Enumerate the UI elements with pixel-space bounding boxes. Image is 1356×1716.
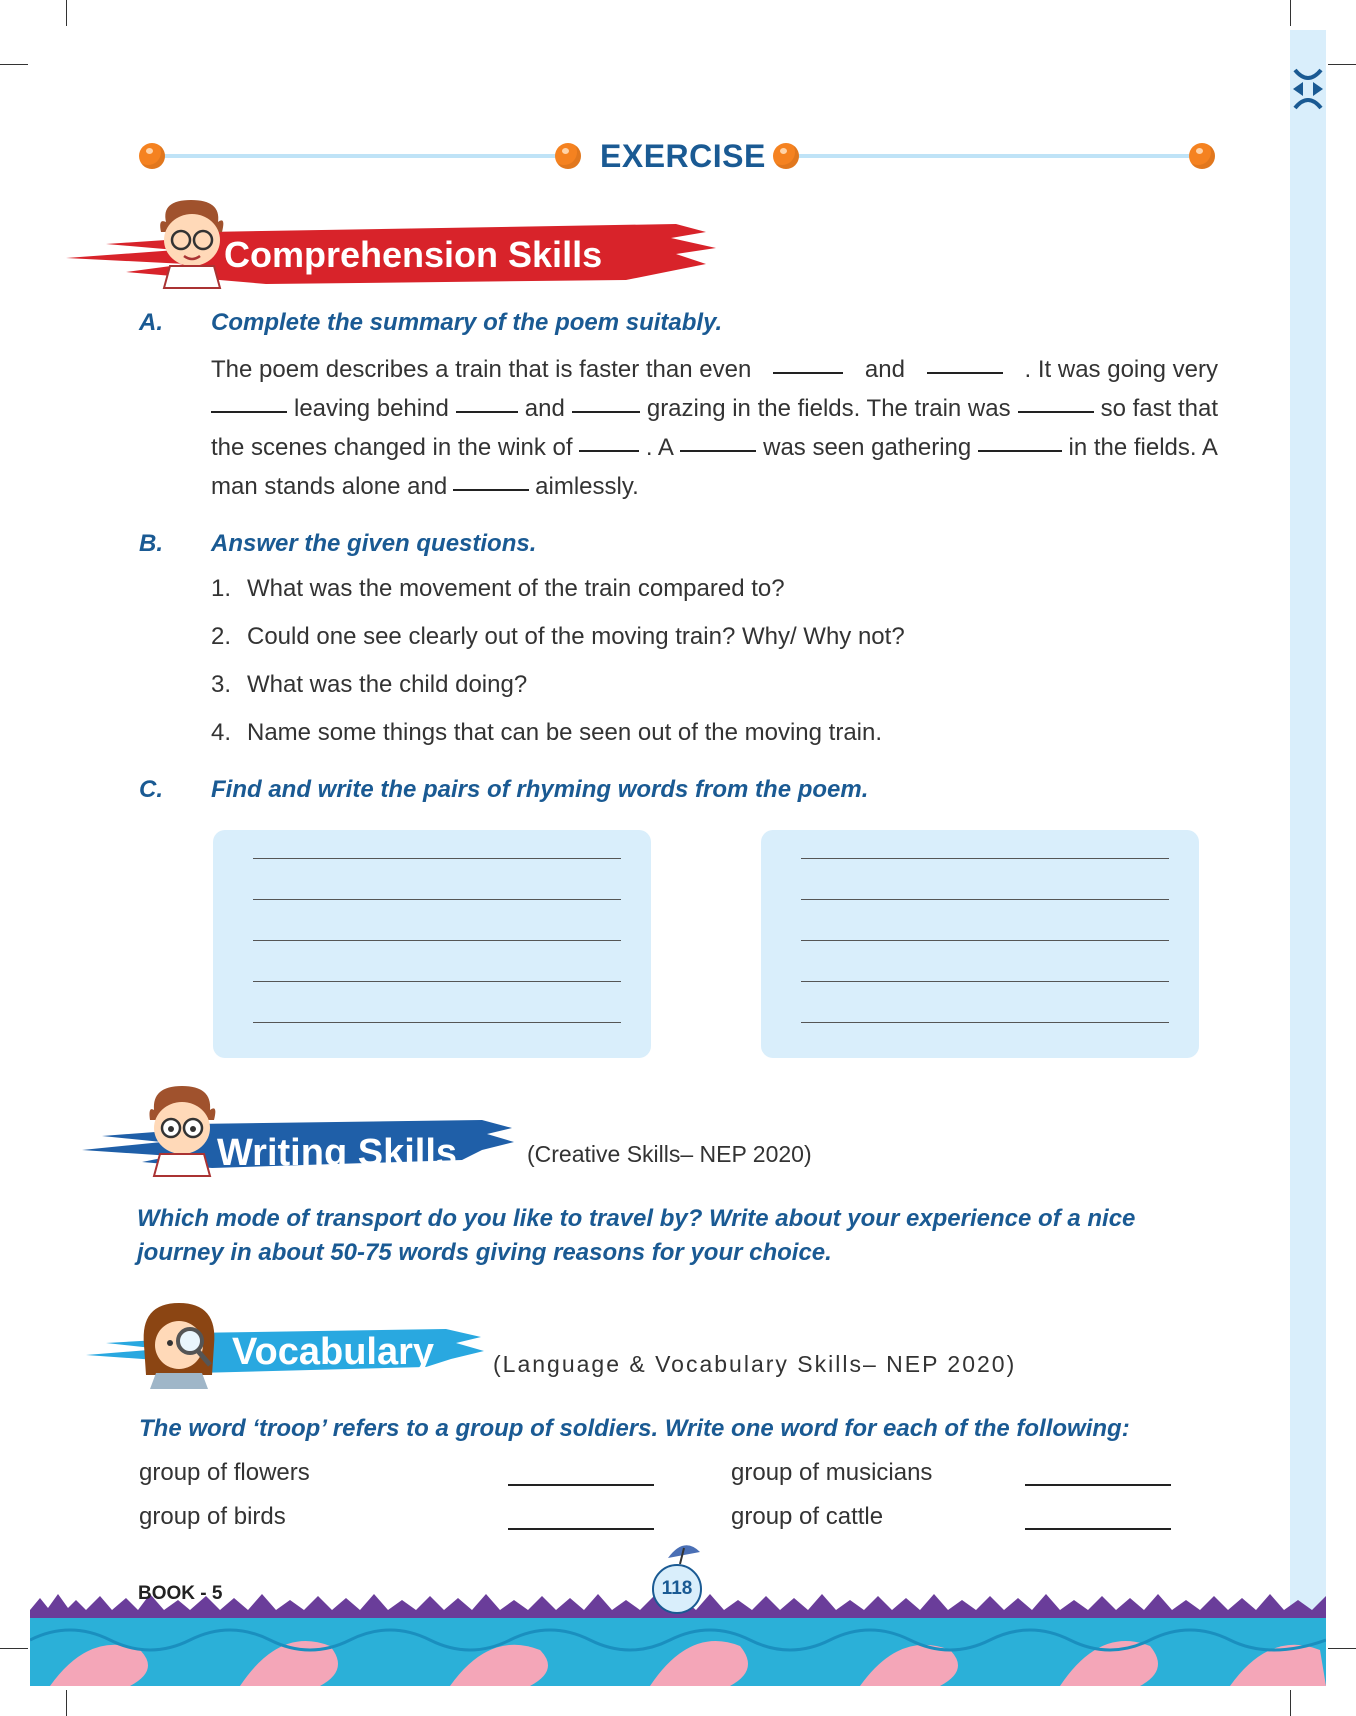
fill-blank[interactable] (456, 389, 518, 413)
writing-note: (Creative Skills– NEP 2020) (527, 1141, 812, 1167)
question-number: 4. (211, 719, 232, 746)
fill-blank[interactable] (579, 428, 639, 452)
summary-line (211, 389, 1218, 428)
section-c-label: C. (139, 776, 163, 803)
vocabulary-prompt: The word ‘troop’ refers to a group of soldiers. Write one word for each of the following: (139, 1415, 1130, 1442)
vocab-item: group of flowers (139, 1459, 310, 1486)
page-side-strip (1290, 30, 1326, 1685)
vocabulary-banner (86, 1295, 486, 1395)
question-number: 1. (211, 575, 232, 602)
vocabulary-title: Vocabulary (232, 1331, 435, 1373)
crop-mark (66, 0, 67, 26)
vocab-item: group of musicians (731, 1459, 933, 1486)
question-text: What was the movement of the train compared to? (247, 575, 785, 602)
question-item (211, 670, 905, 718)
exercise-title: EXERCISE (600, 138, 766, 174)
crop-mark (1290, 1690, 1291, 1716)
summary-text: in the fields. A (1068, 434, 1218, 461)
crop-mark (1328, 1648, 1356, 1649)
question-item (211, 574, 905, 622)
crop-mark (66, 1690, 67, 1716)
summary-paragraph (211, 350, 1218, 506)
question-list (211, 574, 905, 766)
summary-line (211, 467, 1218, 506)
exercise-rule-right (795, 154, 1205, 158)
summary-text: grazing in the fields. The train was (646, 395, 1011, 422)
orange-dot-icon (1189, 143, 1215, 169)
girl-with-magnifier-icon (134, 1295, 224, 1390)
summary-text: . It was going very (1024, 356, 1218, 383)
orange-dot-icon (773, 143, 799, 169)
fill-blank[interactable] (773, 350, 843, 374)
summary-text: aimlessly. (535, 473, 639, 500)
question-number: 3. (211, 671, 232, 698)
answer-line (253, 858, 621, 859)
summary-text: . A (645, 434, 674, 461)
book-label: BOOK - 5 (138, 1583, 223, 1604)
answer-line (253, 899, 621, 900)
summary-text: The poem describes a train that is faster than even (211, 356, 752, 383)
answer-line (253, 940, 621, 941)
crop-mark (0, 64, 28, 65)
question-text: Could one see clearly out of the moving train? Why/ Why not? (247, 623, 905, 650)
fill-blank[interactable] (978, 428, 1062, 452)
answer-line (253, 981, 621, 982)
section-b-label: B. (139, 530, 163, 557)
answer-line (801, 858, 1169, 859)
question-item (211, 622, 905, 670)
comprehension-banner (66, 192, 726, 302)
page-number: 118 (652, 1564, 702, 1614)
answer-line (801, 940, 1169, 941)
vocab-item: group of birds (139, 1503, 286, 1530)
vocab-item: group of cattle (731, 1503, 884, 1530)
rhyme-answer-box-left[interactable] (213, 830, 651, 1058)
vocab-answer-line[interactable] (508, 1528, 654, 1530)
orange-dot-icon (139, 143, 165, 169)
crop-mark (1328, 64, 1356, 65)
comprehension-title: Comprehension Skills (224, 234, 603, 275)
fill-blank[interactable] (211, 389, 287, 413)
summary-text: leaving behind (294, 395, 449, 422)
question-text: Name some things that can be seen out of the moving train. (247, 719, 883, 746)
answer-line (801, 1022, 1169, 1023)
crop-mark (0, 1648, 28, 1649)
fill-blank[interactable] (680, 428, 756, 452)
answer-line (801, 981, 1169, 982)
section-b-prompt: Answer the given questions. (211, 530, 537, 557)
umbrella-icon (664, 1540, 704, 1566)
fill-blank[interactable] (572, 389, 640, 413)
section-a-prompt: Complete the summary of the poem suitably. (211, 309, 723, 336)
question-item (211, 718, 905, 766)
writing-banner (82, 1080, 522, 1190)
vocab-answer-line[interactable] (1025, 1484, 1171, 1486)
answer-line (253, 1022, 621, 1023)
section-a-label: A. (139, 309, 163, 336)
summary-text: and (524, 395, 565, 422)
section-c-prompt: Find and write the pairs of rhyming words from the poem. (211, 776, 869, 803)
exercise-rule-left (155, 154, 565, 158)
fill-blank[interactable] (453, 467, 529, 491)
publisher-logo-icon (1291, 64, 1325, 114)
writing-title: Writing Skills (217, 1132, 458, 1174)
fill-blank[interactable] (927, 350, 1003, 374)
crop-mark (1290, 0, 1291, 26)
vocabulary-note: (Language & Vocabulary Skills– NEP 2020) (493, 1351, 1017, 1377)
summary-text: so fast that (1100, 395, 1218, 422)
vocab-answer-line[interactable] (508, 1484, 654, 1486)
writing-prompt: Which mode of transport do you like to travel by? Write about your experience of a nice journey in about 50-75 words giving reasons for your choice. (137, 1205, 1136, 1266)
summary-line (211, 350, 1218, 389)
summary-text: the scenes changed in the wink of (211, 434, 573, 461)
vocab-answer-line[interactable] (1025, 1528, 1171, 1530)
summary-text: man stands alone and (211, 473, 448, 500)
question-text: What was the child doing? (247, 671, 528, 698)
fill-blank[interactable] (1018, 389, 1094, 413)
question-number: 2. (211, 623, 232, 650)
summary-text: and (864, 356, 905, 383)
rhyme-answer-box-right[interactable] (761, 830, 1199, 1058)
summary-text: was seen gathering (763, 434, 972, 461)
orange-dot-icon (555, 143, 581, 169)
answer-line (801, 899, 1169, 900)
summary-line (211, 428, 1218, 467)
